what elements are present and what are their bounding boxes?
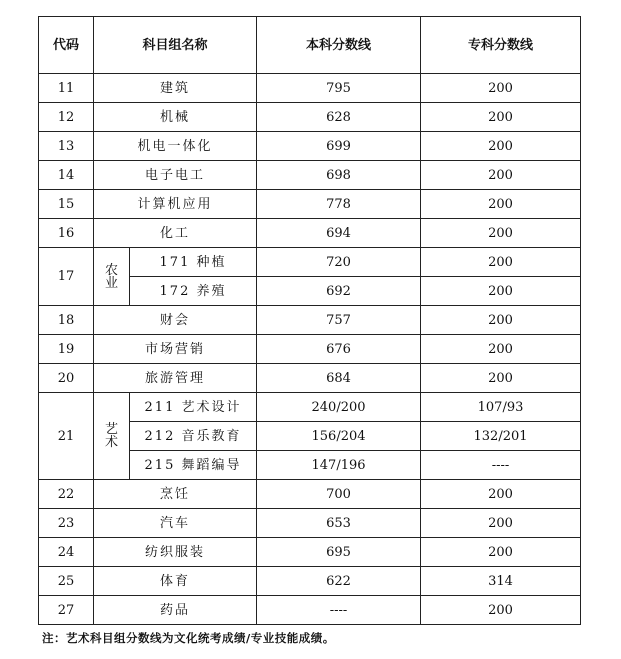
footnote: 注：艺术科目组分数线为文化统考成绩/专业技能成绩。 — [42, 631, 335, 645]
associate-score-cell: 200 — [421, 103, 581, 132]
code-cell: 17 — [39, 248, 94, 306]
category-char: 业 — [104, 275, 118, 291]
code-cell: 18 — [39, 306, 94, 335]
bachelor-score-cell: 778 — [257, 190, 421, 219]
table-body — [39, 74, 581, 625]
table-row — [39, 74, 581, 103]
code-cell: 11 — [39, 74, 94, 103]
table-row — [39, 190, 581, 219]
subject-cell: 171 种植 — [130, 248, 257, 277]
associate-score-cell: 200 — [421, 596, 581, 625]
code-cell: 15 — [39, 190, 94, 219]
associate-score-cell: 107/93 — [421, 393, 581, 422]
code-cell: 16 — [39, 219, 94, 248]
subject-cell: 215 舞蹈编导 — [130, 451, 257, 480]
category-char: 艺 — [104, 422, 118, 437]
associate-score-cell: 200 — [421, 306, 581, 335]
bachelor-score-cell: ---- — [257, 596, 421, 625]
table-row — [39, 393, 581, 422]
subject-cell: 化工 — [94, 219, 257, 248]
associate-score-cell: 200 — [421, 190, 581, 219]
code-cell: 13 — [39, 132, 94, 161]
bachelor-score-cell: 795 — [257, 74, 421, 103]
associate-score-cell: 200 — [421, 509, 581, 538]
associate-score-cell: 132/201 — [421, 422, 581, 451]
table-row — [39, 596, 581, 625]
subject-cell: 市场营销 — [94, 335, 257, 364]
code-cell: 19 — [39, 335, 94, 364]
code-cell: 22 — [39, 480, 94, 509]
category-cell — [94, 393, 130, 480]
code-cell: 21 — [39, 393, 94, 480]
associate-score-cell: 314 — [421, 567, 581, 596]
score-table — [38, 16, 581, 625]
bachelor-score-cell: 628 — [257, 103, 421, 132]
subject-cell: 机电一体化 — [94, 132, 257, 161]
associate-score-cell: 200 — [421, 132, 581, 161]
subject-cell: 纺织服装 — [94, 538, 257, 567]
bachelor-score-cell: 699 — [257, 132, 421, 161]
bachelor-score-cell: 684 — [257, 364, 421, 393]
category-cell — [94, 248, 130, 306]
table-row — [39, 335, 581, 364]
table-row — [39, 103, 581, 132]
bachelor-score-cell: 653 — [257, 509, 421, 538]
subject-cell: 药品 — [94, 596, 257, 625]
header-code: 代码 — [39, 17, 94, 74]
table-row — [39, 538, 581, 567]
code-cell: 25 — [39, 567, 94, 596]
table-row — [39, 132, 581, 161]
header-subject: 科目组名称 — [94, 17, 257, 74]
associate-score-cell: 200 — [421, 480, 581, 509]
subject-cell: 计算机应用 — [94, 190, 257, 219]
subject-cell: 机械 — [94, 103, 257, 132]
subject-cell: 212 音乐教育 — [130, 422, 257, 451]
subject-cell: 172 养殖 — [130, 277, 257, 306]
bachelor-score-cell: 692 — [257, 277, 421, 306]
code-cell: 23 — [39, 509, 94, 538]
subject-cell: 电子电工 — [94, 161, 257, 190]
subject-cell: 211 艺术设计 — [130, 393, 257, 422]
table-row — [39, 219, 581, 248]
code-cell: 14 — [39, 161, 94, 190]
associate-score-cell: ---- — [421, 451, 581, 480]
header-bachelor: 本科分数线 — [257, 17, 421, 74]
code-cell: 20 — [39, 364, 94, 393]
associate-score-cell: 200 — [421, 74, 581, 103]
table-row — [39, 306, 581, 335]
code-cell: 27 — [39, 596, 94, 625]
header-associate: 专科分数线 — [421, 17, 581, 74]
bachelor-score-cell: 695 — [257, 538, 421, 567]
subject-cell: 旅游管理 — [94, 364, 257, 393]
bachelor-score-cell: 622 — [257, 567, 421, 596]
table-row — [39, 161, 581, 190]
code-cell: 24 — [39, 538, 94, 567]
subject-cell: 烹饪 — [94, 480, 257, 509]
table-row — [39, 364, 581, 393]
associate-score-cell: 200 — [421, 219, 581, 248]
associate-score-cell: 200 — [421, 161, 581, 190]
associate-score-cell: 200 — [421, 248, 581, 277]
table-row — [39, 480, 581, 509]
category-char: 术 — [104, 435, 118, 450]
table-row — [39, 248, 581, 277]
bachelor-score-cell: 240/200 — [257, 393, 421, 422]
code-cell: 12 — [39, 103, 94, 132]
associate-score-cell: 200 — [421, 538, 581, 567]
bachelor-score-cell: 757 — [257, 306, 421, 335]
associate-score-cell: 200 — [421, 364, 581, 393]
associate-score-cell: 200 — [421, 335, 581, 364]
subject-cell: 建筑 — [94, 74, 257, 103]
associate-score-cell: 200 — [421, 277, 581, 306]
table-row — [39, 509, 581, 538]
bachelor-score-cell: 700 — [257, 480, 421, 509]
bachelor-score-cell: 156/204 — [257, 422, 421, 451]
bachelor-score-cell: 676 — [257, 335, 421, 364]
bachelor-score-cell: 698 — [257, 161, 421, 190]
bachelor-score-cell: 147/196 — [257, 451, 421, 480]
bachelor-score-cell: 720 — [257, 248, 421, 277]
category-char: 农 — [104, 262, 118, 278]
subject-cell: 体育 — [94, 567, 257, 596]
bachelor-score-cell: 694 — [257, 219, 421, 248]
table-row — [39, 567, 581, 596]
subject-cell: 财会 — [94, 306, 257, 335]
subject-cell: 汽车 — [94, 509, 257, 538]
header-row — [39, 17, 581, 74]
